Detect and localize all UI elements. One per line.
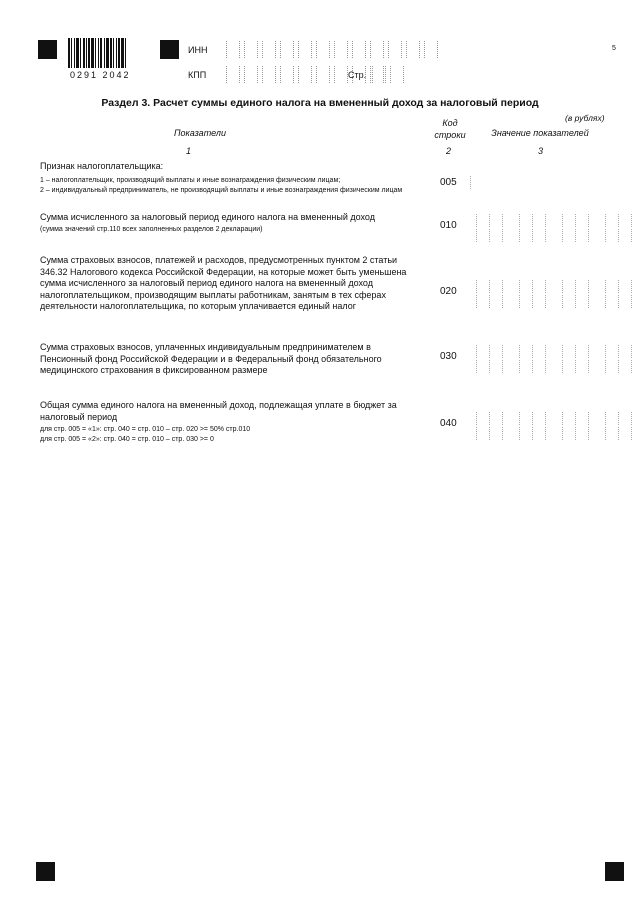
row-030-value-cell[interactable] xyxy=(519,345,531,358)
row-020-value-cell[interactable] xyxy=(605,295,617,308)
row-040-value-cell[interactable] xyxy=(545,412,557,425)
row-020-code: 020 xyxy=(440,286,457,297)
row-010-value-cell[interactable] xyxy=(519,229,531,242)
row-030-value-cell[interactable] xyxy=(545,360,557,373)
row-005-note-1: 1 – налогоплательщик, производящий выплаты и иные вознаграждения физическим лицам; xyxy=(40,177,341,184)
row-010-value-cell[interactable] xyxy=(532,229,544,242)
row-010-value-cell[interactable] xyxy=(618,229,630,242)
row-010-value-cell[interactable] xyxy=(476,214,488,227)
row-005-code: 005 xyxy=(440,177,457,188)
page-number: 5 xyxy=(612,45,616,52)
row-030-value-cell[interactable] xyxy=(476,360,488,373)
row-010-value-cell[interactable] xyxy=(562,214,574,227)
row-040-value-cell[interactable] xyxy=(502,427,514,440)
row-040-value-cell[interactable] xyxy=(489,412,501,425)
row-030-value-cell[interactable] xyxy=(562,345,574,358)
barcode-image xyxy=(68,38,152,68)
row-020-value-cell[interactable] xyxy=(562,280,574,293)
row-040-value-cell[interactable] xyxy=(618,412,630,425)
row-030-value-cell[interactable] xyxy=(545,345,557,358)
column-header-code-line2: строки xyxy=(434,130,466,140)
units-note: (в рублях) xyxy=(565,113,605,123)
row-010-value-cell[interactable] xyxy=(545,229,557,242)
row-040-value-cell[interactable] xyxy=(562,412,574,425)
row-030-value-cell[interactable] xyxy=(575,345,587,358)
row-040-note-2: для стр. 005 = «2»: стр. 040 = стр. 010 – стр. 030 >= 0 xyxy=(40,436,214,443)
row-020-value-cell[interactable] xyxy=(502,295,514,308)
row-040-value-cell[interactable] xyxy=(575,412,587,425)
row-020-value-cell[interactable] xyxy=(562,295,574,308)
row-020-value-cell[interactable] xyxy=(618,295,630,308)
inn-cell[interactable] xyxy=(388,41,402,58)
row-040-value-cell[interactable] xyxy=(519,427,531,440)
inn-cell[interactable] xyxy=(406,41,420,58)
row-040-value-cell[interactable] xyxy=(562,427,574,440)
row-040-value-cell[interactable] xyxy=(489,427,501,440)
corner-marker-top-mid xyxy=(160,40,179,59)
row-030-value-cell[interactable] xyxy=(502,360,514,373)
row-020-value-cell[interactable] xyxy=(519,280,531,293)
row-020-value-cells[interactable] xyxy=(476,280,640,310)
row-030-value-cell[interactable] xyxy=(588,360,600,373)
row-010-value-cell[interactable] xyxy=(631,214,640,227)
row-040-value-cell[interactable] xyxy=(476,427,488,440)
kpp-cell[interactable] xyxy=(316,66,330,83)
row-020-title: Сумма страховых взносов, платежей и расходов, предусмотренных пунктом 2 статьи 346.32 Налогового кодекса Российской Федерации, на которые может быть уменьшена сумма исчисленного за налоговый период единого налога на вмененный доход налогоплательщиком, производящим выплаты работникам, занятым в тех сферах деятельности налогоплательщика, по которым уплачивается единый налог xyxy=(40,255,407,311)
row-030-value-cell[interactable] xyxy=(562,360,574,373)
column-header-value: Значение показателей xyxy=(491,128,589,138)
kpp-label: КПП xyxy=(188,70,207,80)
inn-cell[interactable] xyxy=(262,41,276,58)
row-040-value-cell[interactable] xyxy=(605,427,617,440)
row-040-title: Общая сумма единого налога на вмененный доход, подлежащая уплате в бюджет за налоговый период xyxy=(40,400,397,422)
inn-cell[interactable] xyxy=(424,41,438,58)
row-040-value-cells[interactable] xyxy=(476,412,640,442)
row-005-title: Признак налогоплательщика: xyxy=(40,161,164,171)
row-040-value-cell[interactable] xyxy=(588,412,600,425)
row-040-value-cell[interactable] xyxy=(545,427,557,440)
row-020-value-cell[interactable] xyxy=(476,295,488,308)
page-cell[interactable] xyxy=(372,66,386,83)
column-header-code-line1: Код xyxy=(442,118,458,128)
row-020-value-cell[interactable] xyxy=(618,280,630,293)
row-020-value-cell[interactable] xyxy=(631,280,640,293)
page-cells[interactable] xyxy=(372,66,408,83)
row-010-value-cell[interactable] xyxy=(519,214,531,227)
row-020-value-cell[interactable] xyxy=(489,280,501,293)
inn-cell[interactable] xyxy=(352,41,366,58)
row-030-value-cell[interactable] xyxy=(631,360,640,373)
row-040-value-cell[interactable] xyxy=(532,427,544,440)
inn-cell[interactable] xyxy=(280,41,294,58)
kpp-cell[interactable] xyxy=(334,66,348,83)
row-010-value-cells[interactable] xyxy=(476,214,640,244)
section-title: Раздел 3. Расчет суммы единого налога на вмененный доход за налоговый период xyxy=(101,97,539,109)
row-020-value-cell[interactable] xyxy=(476,280,488,293)
row-010-value-cell[interactable] xyxy=(489,229,501,242)
row-020-value-cell[interactable] xyxy=(502,280,514,293)
row-040-value-cell[interactable] xyxy=(631,427,640,440)
kpp-cell[interactable] xyxy=(280,66,294,83)
row-010-value-cell[interactable] xyxy=(545,214,557,227)
row-005-value-cell[interactable] xyxy=(470,176,482,189)
row-030-value-cell[interactable] xyxy=(618,345,630,358)
row-040-value-cell[interactable] xyxy=(502,412,514,425)
row-020-value-cell[interactable] xyxy=(605,280,617,293)
row-020-value-cell[interactable] xyxy=(575,280,587,293)
inn-cell[interactable] xyxy=(370,41,384,58)
row-010-value-cell[interactable] xyxy=(631,229,640,242)
row-030-value-cell[interactable] xyxy=(502,345,514,358)
row-010-value-cell[interactable] xyxy=(575,229,587,242)
row-030-title: Сумма страховых взносов, уплаченных индивидуальным предпринимателем в Пенсионный фонд Российской Федерации и в Федеральный фонд обязательного медицинского страхования в фиксированном размере xyxy=(40,342,382,375)
row-040-value-cell[interactable] xyxy=(575,427,587,440)
row-030-value-cell[interactable] xyxy=(631,345,640,358)
page-cell[interactable] xyxy=(390,66,404,83)
row-030-value-cell[interactable] xyxy=(532,360,544,373)
column-header-indicators: Показатели xyxy=(174,128,226,138)
row-030-value-cell[interactable] xyxy=(575,360,587,373)
corner-marker-top-left xyxy=(38,40,57,59)
row-020-value-cell[interactable] xyxy=(575,295,587,308)
barcode-number: 0291 2042 xyxy=(70,70,131,80)
column-number-1: 1 xyxy=(186,146,192,156)
row-005-note-2: 2 – индивидуальный предприниматель, не производящий выплаты и иные вознаграждения физическим лицам xyxy=(40,187,403,194)
row-010-value-cell[interactable] xyxy=(588,229,600,242)
row-030-value-cell[interactable] xyxy=(489,345,501,358)
row-030-value-cell[interactable] xyxy=(476,345,488,358)
row-040-value-cell[interactable] xyxy=(532,412,544,425)
row-030-value-cell[interactable] xyxy=(532,345,544,358)
row-040-value-cell[interactable] xyxy=(605,412,617,425)
inn-label: ИНН xyxy=(188,45,208,55)
inn-cell[interactable] xyxy=(226,41,240,58)
row-010-value-cell[interactable] xyxy=(476,229,488,242)
row-010-value-cell[interactable] xyxy=(532,214,544,227)
row-020-value-cell[interactable] xyxy=(588,295,600,308)
row-010-title: Сумма исчисленного за налоговый период единого налога на вмененный доход xyxy=(40,212,375,222)
row-020-value-cell[interactable] xyxy=(532,295,544,308)
row-030-code: 030 xyxy=(440,351,457,362)
row-010-note: (сумма значений стр.110 всех заполненных разделов 2 декларации) xyxy=(40,226,263,233)
page-label: Стр. xyxy=(348,70,367,80)
row-010-value-cell[interactable] xyxy=(605,214,617,227)
inn-cell[interactable] xyxy=(334,41,348,58)
row-040-code: 040 xyxy=(440,418,457,429)
row-010-code: 010 xyxy=(440,220,457,231)
row-020-value-cell[interactable] xyxy=(545,295,557,308)
corner-marker-bottom-right xyxy=(605,862,624,881)
row-030-value-cell[interactable] xyxy=(489,360,501,373)
row-010-value-cell[interactable] xyxy=(502,214,514,227)
row-030-value-cell[interactable] xyxy=(588,345,600,358)
row-010-value-cell[interactable] xyxy=(605,229,617,242)
row-010-value-cell[interactable] xyxy=(618,214,630,227)
column-number-2: 2 xyxy=(446,146,452,156)
kpp-cell[interactable] xyxy=(298,66,312,83)
inn-cell[interactable] xyxy=(298,41,312,58)
row-040-value-cell[interactable] xyxy=(618,427,630,440)
row-020-value-cell[interactable] xyxy=(588,280,600,293)
corner-marker-bottom-left xyxy=(36,862,55,881)
row-040-value-cell[interactable] xyxy=(631,412,640,425)
inn-cell[interactable] xyxy=(244,41,258,58)
row-030-value-cells[interactable] xyxy=(476,345,640,375)
row-010-value-cell[interactable] xyxy=(588,214,600,227)
row-040-value-cell[interactable] xyxy=(519,412,531,425)
row-020-value-cell[interactable] xyxy=(489,295,501,308)
row-030-value-cell[interactable] xyxy=(618,360,630,373)
inn-cells[interactable] xyxy=(226,41,442,58)
kpp-cell[interactable] xyxy=(226,66,240,83)
row-040-value-cell[interactable] xyxy=(588,427,600,440)
row-010-value-cell[interactable] xyxy=(502,229,514,242)
row-020-value-cell[interactable] xyxy=(532,280,544,293)
kpp-cell[interactable] xyxy=(262,66,276,83)
row-030-value-cell[interactable] xyxy=(519,360,531,373)
row-010-value-cell[interactable] xyxy=(575,214,587,227)
inn-cell[interactable] xyxy=(316,41,330,58)
row-010-value-cell[interactable] xyxy=(489,214,501,227)
row-040-value-cell[interactable] xyxy=(476,412,488,425)
row-040-note-1: для стр. 005 = «1»: стр. 040 = стр. 010 – стр. 020 >= 50% стр.010 xyxy=(40,426,251,433)
row-030-value-cell[interactable] xyxy=(605,345,617,358)
row-010-value-cell[interactable] xyxy=(562,229,574,242)
column-number-3: 3 xyxy=(538,146,544,156)
kpp-cell[interactable] xyxy=(244,66,258,83)
row-020-value-cell[interactable] xyxy=(519,295,531,308)
row-030-value-cell[interactable] xyxy=(605,360,617,373)
row-020-value-cell[interactable] xyxy=(545,280,557,293)
row-020-value-cell[interactable] xyxy=(631,295,640,308)
